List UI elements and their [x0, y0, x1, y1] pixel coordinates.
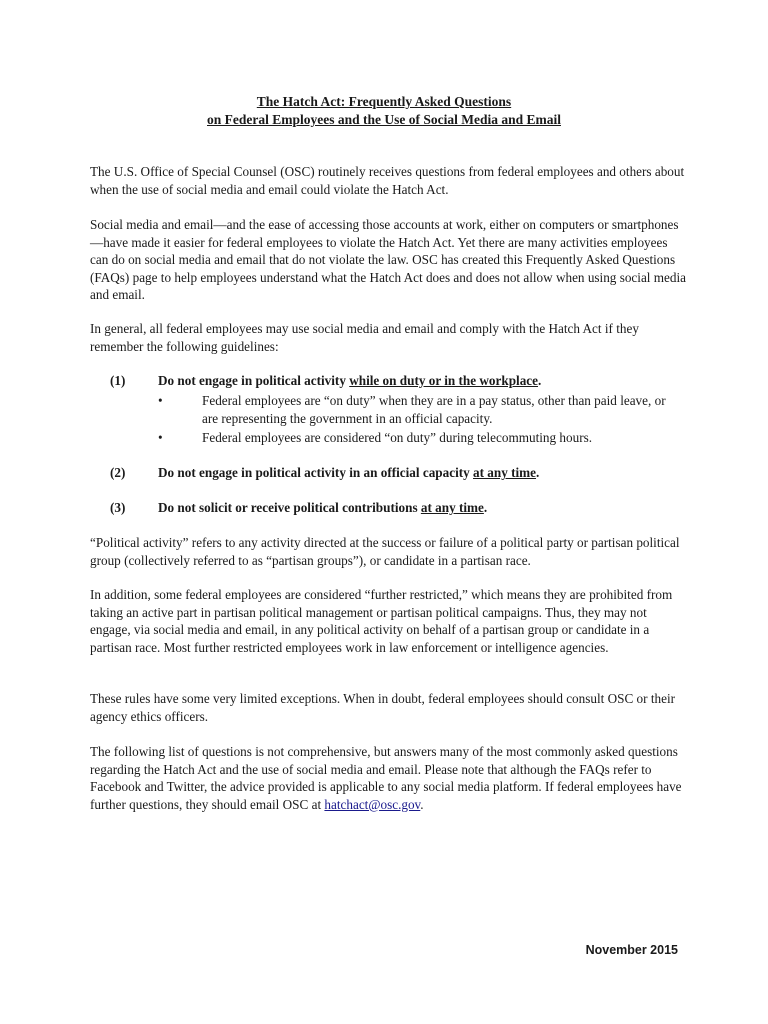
guideline-text: Do not engage in political activity while on duty or in the workplace.: [158, 373, 542, 388]
guideline-number: (1): [110, 373, 126, 388]
bullet-icon: •: [158, 430, 163, 445]
document-title-line-1: The Hatch Act: Frequently Asked Questions: [256, 94, 512, 109]
document-date: November 2015: [585, 943, 678, 957]
guideline-number: (2): [110, 465, 126, 480]
social-media-paragraph: Social media and email—and the ease of accessing those accounts at work, either on computers or smartphones—have made it easier for federal employees to violate the Hatch Act. Yet there are many activities employees can do on social media and email that do not violate the law. OSC has created this Frequently Asked Questions (FAQs) page to help employees understand what the Hatch Act does and does not allow when using social media and email.: [90, 217, 686, 303]
document-title-line-2: on Federal Employees and the Use of Social Media and Email: [207, 112, 561, 127]
faq-note-paragraph: The following list of questions is not comprehensive, but answers many of the most commonly asked questions regarding the Hatch Act and the use of social media and email. Please note that although the FAQs refer to Facebook and Twitter, the advice provided is applicable to any social media platform. If federal employees have further questions, they should email OSC at hatchact@osc.gov.: [90, 744, 682, 812]
further-restricted-paragraph: In addition, some federal employees are considered “further restricted,” which means they are prohibited from taking an active part in partisan political management or partisan political campaigns. Thus, they may not engage, via social media and email, in any political activity on behalf of a partisan group or candidate in a partisan race. Most further restricted employees work in law enforcement or intelligence agencies.: [90, 587, 673, 655]
email-link[interactable]: hatchact@osc.gov: [324, 796, 421, 812]
guideline-text: Do not engage in political activity in an official capacity at any time.: [158, 465, 540, 480]
guideline-text: Do not solicit or receive political contributions at any time.: [158, 500, 488, 515]
guideline-number: (3): [110, 500, 126, 515]
guidelines-intro-paragraph: In general, all federal employees may use social media and email and comply with the Hatch Act if they remember the following guidelines:: [90, 321, 639, 354]
bullet-text: Federal employees are considered “on duty” during telecommuting hours.: [202, 430, 593, 445]
intro-paragraph: The U.S. Office of Special Counsel (OSC) routinely receives questions from federal employees and others about when the use of social media and email could violate the Hatch Act.: [90, 164, 685, 197]
bullet-text: Federal employees are “on duty” when they are in a pay status, other than paid leave, or are representing the government in an official capacity.: [202, 393, 666, 426]
bullet-icon: •: [158, 393, 163, 408]
exceptions-paragraph: These rules have some very limited exceptions. When in doubt, federal employees should consult OSC or their agency ethics officers.: [90, 691, 675, 724]
political-activity-definition-paragraph: “Political activity” refers to any activity directed at the success or failure of a political party or partisan political group (collectively referred to as “partisan groups”), or candidate in a partisan race.: [90, 535, 680, 568]
